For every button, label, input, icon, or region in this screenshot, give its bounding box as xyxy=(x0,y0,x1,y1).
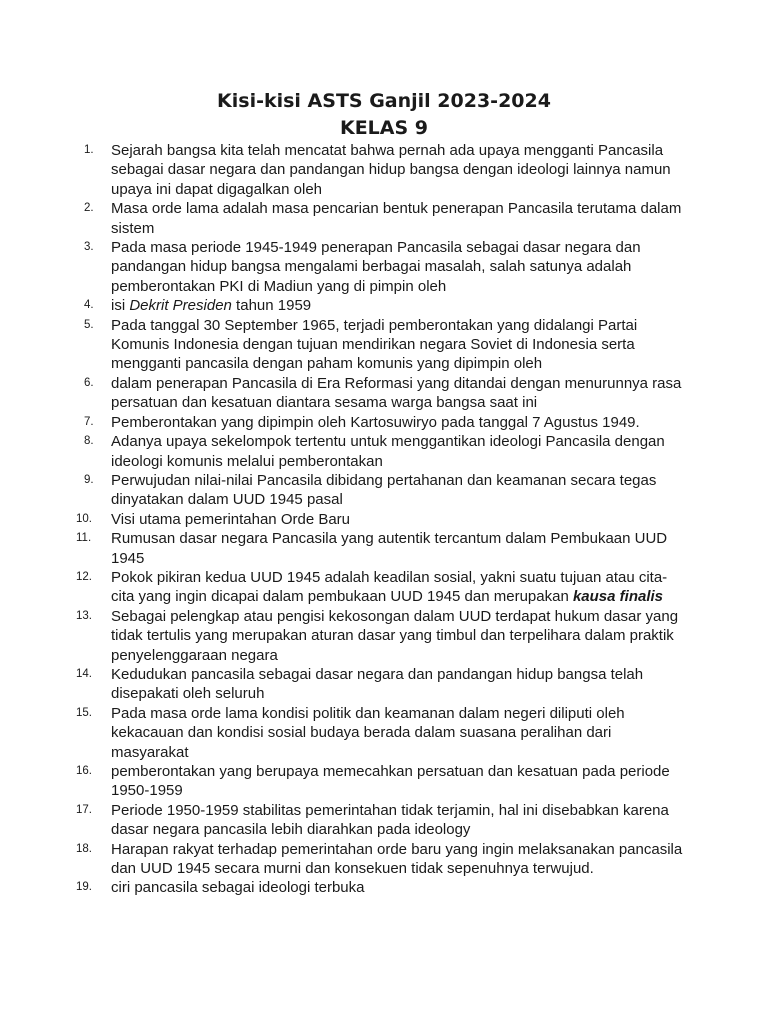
item-number: 19. xyxy=(76,881,92,894)
item-text: Periode 1950-1959 stabilitas pemerintahan tidak terjamin, hal ini disebabkan karena dasar negara pancasila lebih diarahkan pada ideology xyxy=(111,801,669,839)
document-title: Kisi-kisi ASTS Ganjil 2023-2024 xyxy=(217,90,551,112)
item-number: 18. xyxy=(76,842,92,855)
item-number: 3. xyxy=(84,241,94,254)
item-text-italic: Dekrit Presiden xyxy=(129,297,232,315)
item-text-post: tahun 1959 xyxy=(231,297,312,315)
item-text: Sejarah bangsa kita telah mencatat bahwa pernah ada upaya mengganti Pancasila sebagai dasar negara dan pandangan hidup bangsa dengan ideologi lainnya namun upaya ini dapat digagalkan oleh xyxy=(111,142,671,198)
class-heading: KELAS 9 xyxy=(339,117,429,139)
item-number: 7. xyxy=(84,415,94,428)
item-text: pemberontakan yang berupaya memecahkan persatuan dan kesatuan pada periode 1950-1959 xyxy=(111,763,670,800)
item-number: 11. xyxy=(76,532,92,545)
list-item xyxy=(84,432,684,471)
list-item xyxy=(76,529,684,568)
list-item xyxy=(84,374,684,413)
item-text: Masa orde lama adalah masa pencarian bentuk penerapan Pancasila terutama dalam sistem xyxy=(111,200,682,237)
list-item xyxy=(84,199,684,238)
list-item xyxy=(84,316,684,374)
list-item xyxy=(76,801,684,840)
list-item xyxy=(76,878,684,897)
item-text-bold-italic: kausa finalis xyxy=(572,588,663,606)
item-number: 14. xyxy=(76,667,92,680)
item-text: ciri pancasila sebagai ideologi terbuka xyxy=(111,879,365,897)
list-item xyxy=(76,510,684,529)
item-number: 16. xyxy=(76,765,92,777)
item-number: 15. xyxy=(76,706,92,719)
list-item xyxy=(84,296,684,315)
item-number: 6. xyxy=(84,376,94,389)
list-item xyxy=(84,471,684,510)
item-number: 4. xyxy=(84,299,94,312)
list-item xyxy=(84,413,684,432)
item-text: Perwujudan nilai-nilai Pancasila dibidang pertahanan dan keamanan secara tegas dinyatakan dalam UUD 1945 pasal xyxy=(111,471,657,509)
list-item xyxy=(76,607,684,665)
item-text: Pada masa orde lama kondisi politik dan keamanan dalam negeri diliputi oleh kekacauan dan kondisi sosial budaya berada dalam suasana peralihan dari masyarakat xyxy=(111,704,625,761)
item-number: 12. xyxy=(76,570,92,583)
item-text: Harapan rakyat terhadap pemerintahan orde baru yang ingin melaksanakan pancasila dan UUD 1945 secara murni dan konsekuen tidak sepenuhnya terwujud. xyxy=(111,840,683,878)
item-text: Kedudukan pancasila sebagai dasar negara dan pandangan hidup bangsa telah disepakati oleh seluruh xyxy=(111,665,644,703)
item-text: Sebagai pelengkap atau pengisi kekosongan dalam UUD terdapat hukum dasar yang tidak tertulis yang merupakan aturan dasar yang timbul dan terpelihara dalam praktik penyelenggaraan negara xyxy=(111,607,679,664)
list-item xyxy=(76,665,684,704)
item-text-pre: isi xyxy=(111,297,130,315)
list-item xyxy=(76,762,684,801)
item-text: Rumusan dasar negara Pancasila yang autentik tercantum dalam Pembukaan UUD 1945 xyxy=(111,530,668,567)
list-item xyxy=(84,238,684,296)
item-number: 2. xyxy=(84,202,94,215)
item-number: 9. xyxy=(84,473,94,486)
item-number: 8. xyxy=(84,435,94,448)
item-number: 10. xyxy=(76,512,92,525)
list-item xyxy=(76,704,684,762)
item-number: 5. xyxy=(84,318,94,331)
item-text: dalam penerapan Pancasila di Era Reformasi yang ditandai dengan menurunnya rasa persatuan dan kesatuan diantara sesama warga bangsa saat ini xyxy=(111,374,682,412)
item-text: Pada masa periode 1945-1949 penerapan Pancasila sebagai dasar negara dan pandangan hidup bangsa mengalami berbagai masalah, salah satunya adalah pemberontakan PKI di Madiun yang di pimpin oleh xyxy=(111,239,641,295)
question-list xyxy=(76,141,684,898)
item-text: Pemberontakan yang dipimpin oleh Kartosuwiryo pada tanggal 7 Agustus 1949. xyxy=(111,413,640,431)
item-text: Pada tanggal 30 September 1965, terjadi pemberontakan yang didalangi Partai Komunis Indonesia dengan tujuan mendirikan negara Soviet di Indonesia serta mengganti pancasila dengan paham komunis yang dipimpin oleh xyxy=(111,316,638,373)
list-item xyxy=(84,141,684,199)
item-number: 13. xyxy=(76,609,92,622)
item-number: 17. xyxy=(76,803,92,816)
item-number: 1. xyxy=(84,144,94,156)
item-text: Adanya upaya sekelompok tertentu untuk menggantikan ideologi Pancasila dengan ideologi komunis melalui pemberontakan xyxy=(111,433,665,470)
item-text: Visi utama pemerintahan Orde Baru xyxy=(111,510,351,528)
list-item xyxy=(76,568,684,607)
list-item xyxy=(76,840,684,879)
item-text-pre: Pokok pikiran kedua UUD 1945 adalah keadilan sosial, yakni suatu tujuan atau cita-cita yang ingin dicapai dalam pembukaan UUD 1945 dan merupakan xyxy=(111,568,668,606)
